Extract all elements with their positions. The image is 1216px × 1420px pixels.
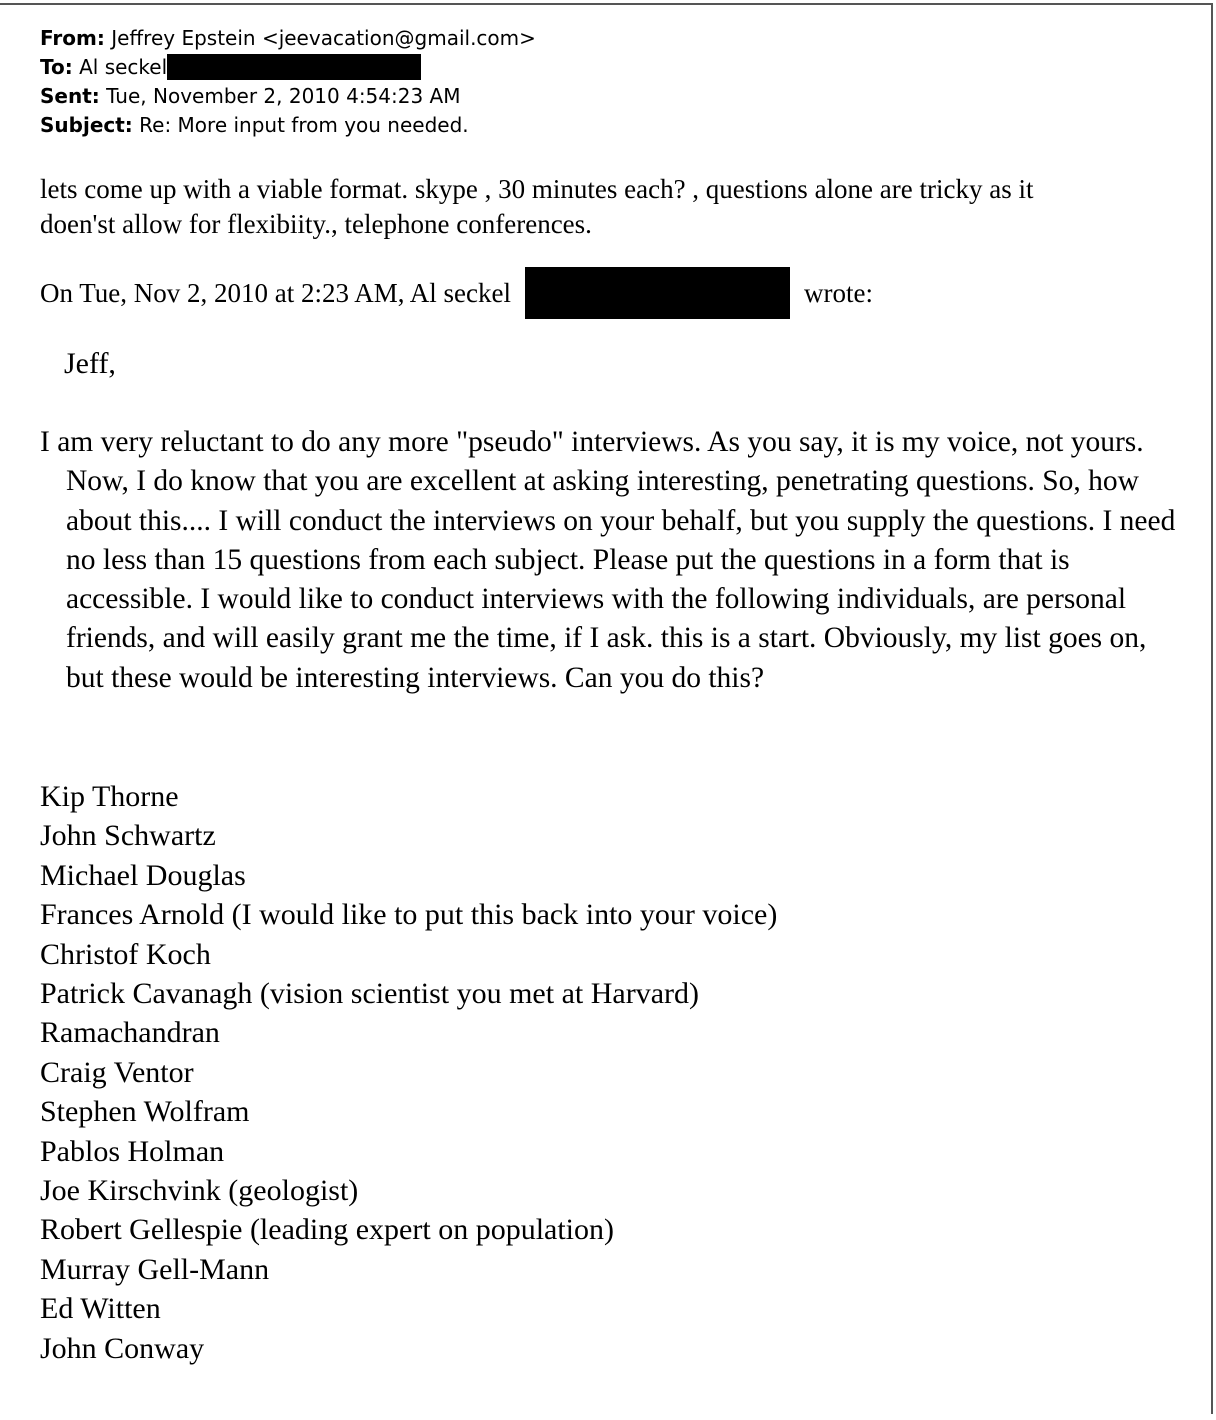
sent-value: Tue, November 2, 2010 4:54:23 AM xyxy=(106,84,461,108)
list-item: Murray Gell-Mann xyxy=(40,1252,270,1286)
from-label: From: xyxy=(40,26,105,50)
redaction-bar xyxy=(525,267,790,319)
list-item: Joe Kirschvink (geologist) xyxy=(40,1174,359,1208)
from-value: Jeffrey Epstein <jeevacation@gmail.com> xyxy=(111,26,536,50)
list-item: Kip Thorne xyxy=(40,780,179,813)
from-row xyxy=(40,24,536,53)
name-list xyxy=(40,777,777,1368)
list-item: Michael Douglas xyxy=(40,858,246,892)
list-item: Christof Koch xyxy=(40,937,211,971)
list-item: Robert Gellespie (leading expert on population) xyxy=(40,1213,614,1247)
subject-value: Re: More input from you needed. xyxy=(139,113,469,137)
attribution-text: On Tue, Nov 2, 2010 at 2:23 AM, Al seckel xyxy=(40,278,512,308)
list-item: John Conway xyxy=(40,1331,205,1365)
sent-label: Sent: xyxy=(40,84,100,108)
reply-body xyxy=(40,172,1180,242)
reply-line: lets come up with a viable format. skype , 30 minutes each? , questions alone are tricky as it xyxy=(40,174,1034,204)
list-item: Ramachandran xyxy=(40,1016,220,1050)
subject-row xyxy=(40,111,536,140)
sent-row xyxy=(40,82,536,111)
list-item: Pablos Holman xyxy=(40,1134,225,1168)
quoted-paragraph: I am very reluctant to do any more "pseudo" interviews. As you say, it is my voice, not yours. Now, I do know that you are excellent at asking interesting, penetrating questions. So, how about this.... I will conduct the interviews on your behalf, but you supply the questions. I need no less than 15 questions from each subject. Please put the questions in a form that is accessible. I would like to conduct interviews with the following individuals, are personal friends, and will easily grant me the time, if I ask. this is a start. Obviously, my list goes on, but these would be interesting interviews. Can you do this? xyxy=(40,426,1176,694)
to-value: Al seckel xyxy=(79,55,168,79)
email-header xyxy=(40,24,536,140)
list-item: John Schwartz xyxy=(40,819,216,853)
quote-attribution xyxy=(40,271,1180,319)
list-item: Frances Arnold (I would like to put this back into your voice) xyxy=(40,898,778,932)
attribution-wrote: wrote: xyxy=(804,278,873,308)
subject-label: Subject: xyxy=(40,113,133,137)
greeting: Jeff, xyxy=(64,347,116,380)
list-item: Patrick Cavanagh (vision scientist you met at Harvard) xyxy=(40,977,699,1011)
to-row xyxy=(40,53,536,82)
list-item: Ed Witten xyxy=(40,1292,161,1326)
redaction-bar xyxy=(167,54,421,80)
to-label: To: xyxy=(40,55,73,79)
list-item: Craig Ventor xyxy=(40,1055,194,1089)
list-item: Stephen Wolfram xyxy=(40,1095,250,1129)
reply-line: doen'st allow for flexibiity., telephone conferences. xyxy=(40,209,592,239)
